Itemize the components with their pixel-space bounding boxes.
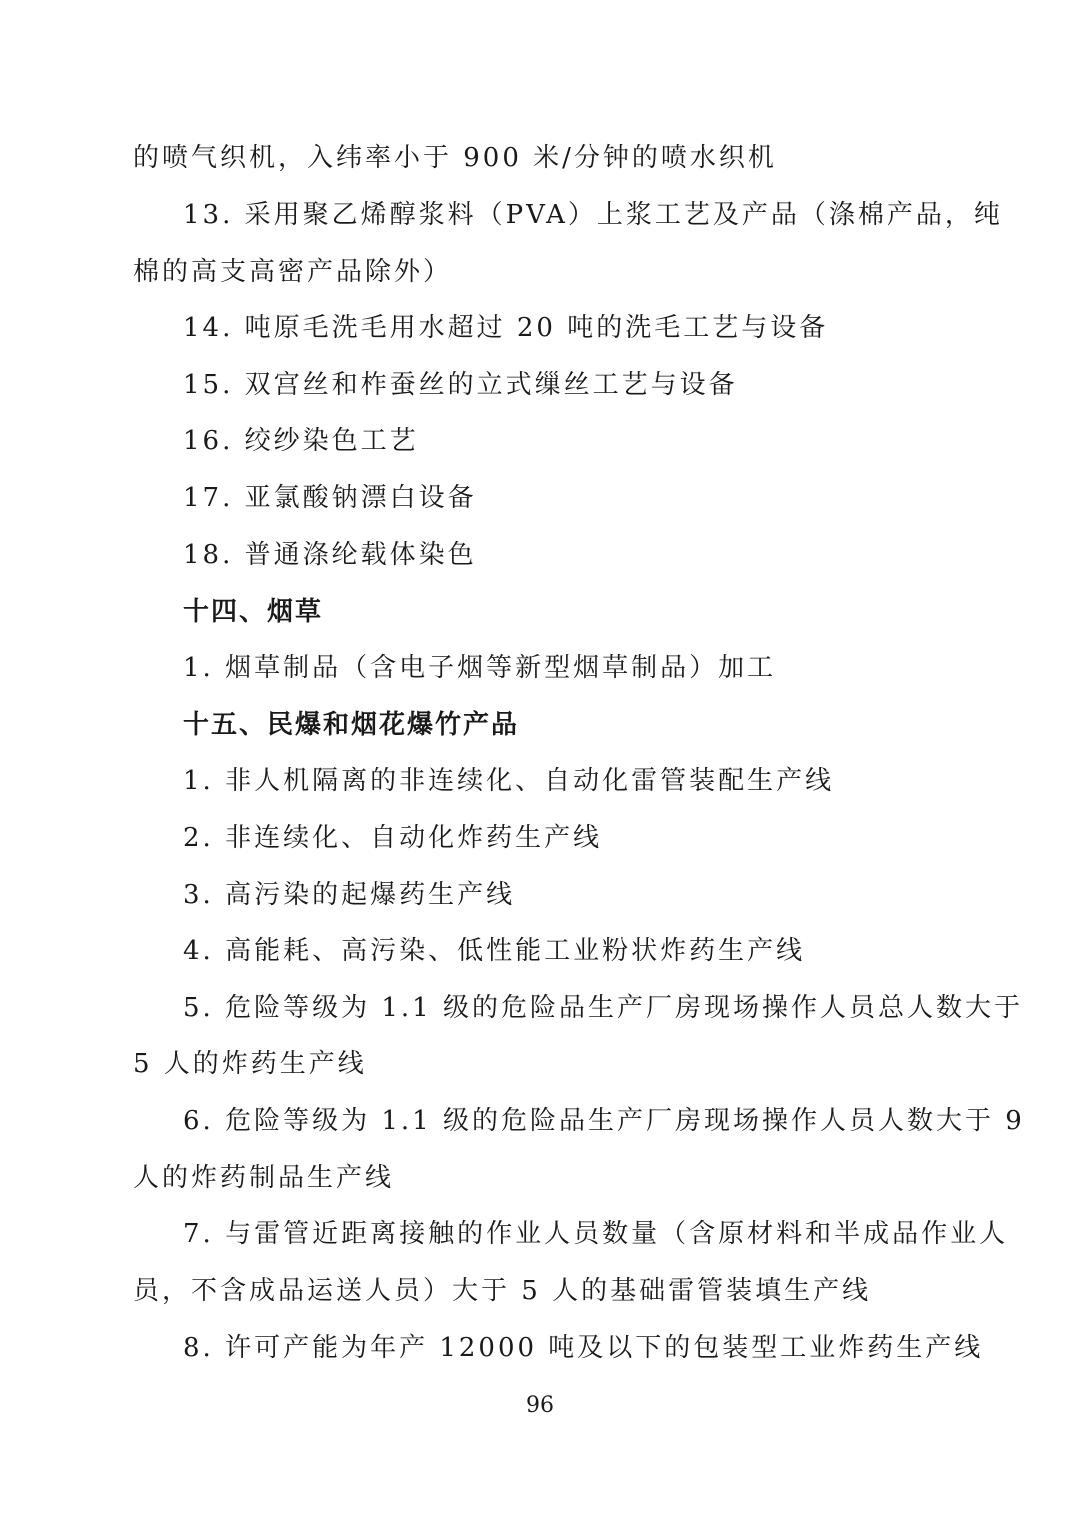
text-line-continuation: 员，不含成品运送人员）大于 5 人的基础雷管装填生产线: [133, 1276, 872, 1306]
list-item-7: 7. 与雷管近距离接触的作业人员数量（含原材料和半成品作业人: [183, 1219, 1009, 1249]
text-line-continuation: 人的炸药制品生产线: [133, 1163, 395, 1193]
list-item-6: 6. 危险等级为 1.1 级的危险品生产厂房现场操作人员人数大于 9: [183, 1106, 1025, 1136]
list-item-1: 1. 非人机隔离的非连续化、自动化雷管装配生产线: [183, 766, 835, 796]
list-item-4: 4. 高能耗、高污染、低性能工业粉状炸药生产线: [183, 936, 806, 966]
list-item-18: 18. 普通涤纶载体染色: [183, 540, 477, 570]
list-item-14: 14. 吨原毛洗毛用水超过 20 吨的洗毛工艺与设备: [183, 313, 829, 343]
list-item-3: 3. 高污染的起爆药生产线: [183, 880, 516, 910]
list-item-16: 16. 绞纱染色工艺: [183, 426, 419, 456]
list-item-2: 2. 非连续化、自动化炸药生产线: [183, 823, 603, 853]
list-item-1: 1. 烟草制品（含电子烟等新型烟草制品）加工: [183, 653, 777, 683]
text-line-continuation: 棉的高支高密产品除外）: [133, 257, 453, 287]
list-item-8: 8. 许可产能为年产 12000 吨及以下的包装型工业炸药生产线: [183, 1333, 984, 1363]
section-heading-explosives: 十五、民爆和烟花爆竹产品: [183, 710, 520, 740]
text-line-1: 的喷气织机，入纬率小于 900 米/分钟的喷水织机: [133, 143, 777, 173]
list-item-15: 15. 双宫丝和柞蚕丝的立式缫丝工艺与设备: [183, 370, 738, 400]
list-item-17: 17. 亚氯酸钠漂白设备: [183, 483, 477, 513]
text-line-continuation: 5 人的炸药生产线: [133, 1049, 367, 1079]
list-item-13: 13. 采用聚乙烯醇浆料（PVA）上浆工艺及产品（涤棉产品，纯: [183, 200, 1003, 230]
list-item-5: 5. 危险等级为 1.1 级的危险品生产厂房现场操作人员总人数大于: [183, 993, 1023, 1023]
section-heading-tobacco: 十四、烟草: [183, 597, 324, 627]
page-number: 96: [526, 1393, 554, 1418]
